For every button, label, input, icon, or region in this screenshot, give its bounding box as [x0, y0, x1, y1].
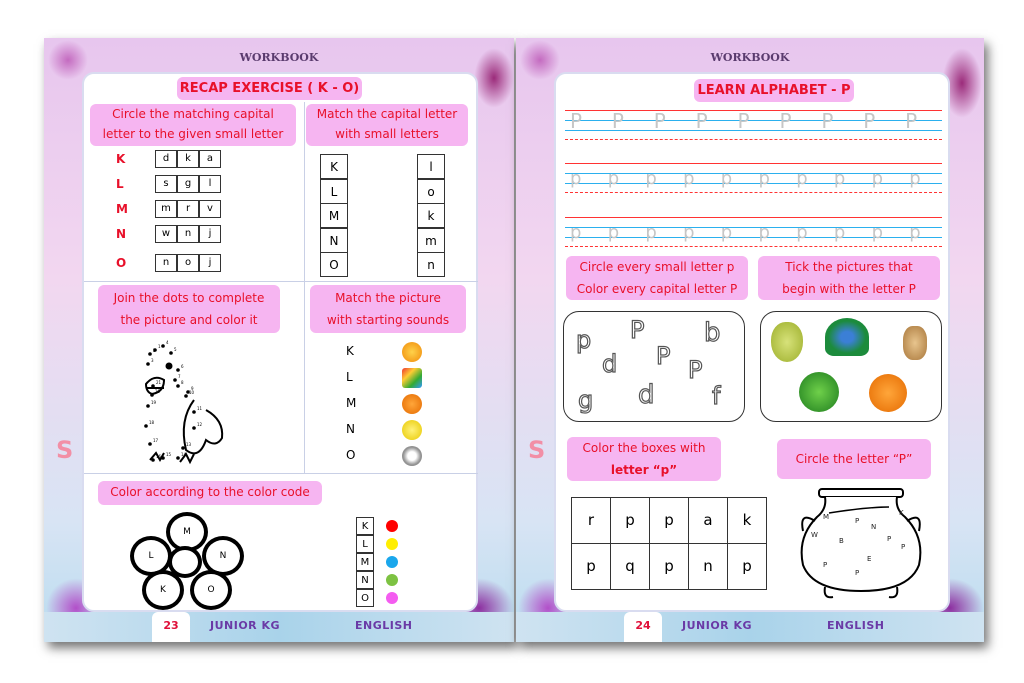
tracing-letter[interactable]: p: [909, 168, 921, 189]
instruction-line: Match the capital letter: [316, 107, 458, 121]
pot-letter: P: [901, 543, 906, 551]
dot-number: 10: [189, 390, 195, 395]
tracing-letter[interactable]: p: [833, 222, 846, 243]
sound-letter: M: [346, 396, 357, 410]
pot-letter: E: [867, 555, 872, 563]
color-code-letter: N: [356, 571, 374, 589]
instruction-line: Match the picture: [335, 291, 441, 305]
tracing-letter[interactable]: P: [611, 109, 624, 133]
instruction-circle-letter-p: Circle the letter “P”: [777, 439, 931, 479]
instruction-line: with small letters: [335, 127, 439, 141]
tracing-letter[interactable]: P: [905, 109, 918, 133]
subject-label: ENGLISH: [827, 619, 885, 632]
capital-box[interactable]: K: [320, 154, 348, 179]
letter-option-box[interactable]: m: [155, 200, 177, 218]
grade-label: JUNIOR KG: [210, 619, 281, 632]
capital-box[interactable]: M: [320, 203, 348, 228]
dot: [192, 410, 196, 414]
tracing-letter[interactable]: P: [737, 109, 750, 133]
tracing-letter[interactable]: p: [570, 168, 582, 189]
letter-grid-cell[interactable]: p: [571, 543, 611, 590]
tracing-letter[interactable]: p: [683, 222, 695, 243]
instruction-line: with starting sounds: [326, 313, 450, 327]
peacock-picture[interactable]: [825, 318, 869, 356]
dot-number: 17: [153, 438, 159, 443]
blue-guide-line: [565, 183, 942, 184]
letter-option-box[interactable]: w: [155, 225, 177, 243]
dot-number: 13: [186, 442, 192, 447]
outlined-letter[interactable]: P: [630, 316, 645, 344]
instruction-match-letters: [306, 104, 468, 146]
capital-letter: O: [116, 256, 127, 270]
tracing-letter[interactable]: p: [683, 168, 695, 189]
dot-number: 14: [181, 452, 187, 457]
tracing-letter[interactable]: p: [720, 222, 733, 243]
letter-grid-cell[interactable]: n: [688, 543, 728, 590]
frog-picture[interactable]: [799, 372, 839, 412]
instruction-match-picture: [310, 285, 466, 333]
instruction-line: Color the boxes with: [582, 441, 706, 455]
instruction-circle-capital: [90, 104, 296, 146]
capital-letter: L: [116, 177, 124, 191]
small-letter-box[interactable]: l: [417, 154, 445, 179]
letter-option-box[interactable]: s: [155, 175, 177, 193]
instruction-color-code: Color according to the color code: [98, 481, 322, 505]
mango-picture: [402, 342, 422, 362]
pot-letter: P: [887, 535, 892, 543]
tracing-letter[interactable]: P: [863, 109, 876, 133]
page-footer: [44, 612, 514, 642]
color-code-letter: O: [356, 589, 374, 607]
petal-K: K: [142, 570, 184, 610]
instruction-line: begin with the letter P: [782, 282, 916, 296]
instruction-color-boxes: [567, 437, 721, 481]
letter-grid-cell[interactable]: a: [688, 497, 728, 544]
outlined-letter[interactable]: P: [656, 342, 671, 370]
letter-grid-cell[interactable]: k: [727, 497, 767, 544]
left-page-23: [44, 38, 514, 642]
pot-letter: K: [899, 509, 904, 517]
dot-number: 21: [156, 380, 162, 385]
dot: [161, 344, 165, 348]
dot: [173, 378, 177, 382]
orange-picture: [402, 394, 422, 414]
outlined-letter[interactable]: b: [704, 318, 721, 348]
tracing-letter[interactable]: p: [833, 168, 846, 189]
dot: [169, 351, 173, 355]
red-dashed-line: [565, 246, 942, 247]
dot: [151, 384, 155, 388]
dot-number: 3: [151, 358, 154, 363]
pot-letter: B: [839, 537, 844, 545]
capital-box[interactable]: O: [320, 252, 348, 277]
dot: [146, 404, 150, 408]
tracing-letter[interactable]: p: [758, 168, 770, 189]
tracing-letter[interactable]: p: [607, 168, 620, 189]
dot-number: 20: [155, 389, 161, 394]
pot-letter: M: [823, 513, 830, 521]
kite-picture: [402, 368, 422, 388]
petal-M: M: [166, 512, 208, 552]
tracing-letter[interactable]: P: [653, 109, 666, 133]
instruction-line: Join the dots to complete: [113, 291, 265, 305]
outlined-letter[interactable]: f: [712, 382, 721, 410]
pot-letter: P: [855, 517, 860, 525]
dot-number: 16: [156, 454, 162, 459]
letter-option-box[interactable]: a: [199, 150, 221, 168]
pot-letter: N: [871, 523, 877, 531]
dot-number: 12: [197, 422, 203, 427]
color-code-letter: K: [356, 517, 374, 535]
color-code-letter: L: [356, 535, 374, 553]
tracing-letter[interactable]: P: [779, 109, 792, 133]
dot: [181, 446, 185, 450]
sound-letter: N: [346, 422, 355, 436]
blue-guide-line: [565, 237, 942, 238]
tracing-letter[interactable]: p: [645, 168, 657, 189]
workbook-header: WORKBOOK: [710, 51, 790, 64]
tracing-letter[interactable]: p: [645, 222, 657, 243]
orange-picture[interactable]: [869, 374, 907, 412]
letter-option-box[interactable]: j: [199, 225, 221, 243]
color-dot: [386, 538, 398, 550]
page-title: LEARN ALPHABET - P: [694, 79, 854, 102]
page-number: 24: [624, 612, 662, 642]
letter-option-box[interactable]: j: [199, 254, 221, 272]
tracing-letter[interactable]: p: [796, 168, 808, 189]
outlined-letter[interactable]: d: [602, 350, 618, 378]
tracing-letter[interactable]: P: [821, 109, 834, 133]
pot-letter: W: [811, 531, 818, 539]
divider: [84, 281, 478, 282]
dot-number: 7: [178, 374, 181, 379]
outlined-letter[interactable]: g: [578, 386, 594, 414]
grade-label: JUNIOR KG: [682, 619, 753, 632]
instruction-line: letter “p”: [610, 463, 678, 477]
capital-letter: N: [116, 227, 127, 241]
dot: [151, 458, 155, 462]
dot-number: 1: [158, 344, 161, 349]
dot: [150, 393, 154, 397]
instruction-line: letter to the given small letter: [102, 127, 284, 141]
tracing-letter[interactable]: p: [720, 168, 733, 189]
worksheet-card: [554, 72, 950, 612]
dot: [148, 442, 152, 446]
letter-option-box[interactable]: r: [177, 200, 199, 218]
pot-illustration: [797, 487, 925, 605]
instruction-line: Color every capital letter P: [576, 282, 738, 296]
letter-s-decoration: S: [56, 436, 74, 464]
dot: [148, 352, 152, 356]
small-letter-box[interactable]: o: [417, 179, 445, 204]
instruction-line: Circle the matching capital: [112, 107, 274, 121]
dot-number: 5: [174, 347, 177, 352]
worksheet-card: [82, 72, 478, 612]
capital-letter: K: [116, 152, 126, 166]
petal-O: O: [190, 570, 232, 610]
dot-number: 4: [166, 340, 169, 345]
subject-label: ENGLISH: [355, 619, 413, 632]
letter-option-box[interactable]: l: [199, 175, 221, 193]
letter-grid-cell[interactable]: p: [649, 543, 689, 590]
sound-letter: K: [346, 344, 354, 358]
instruction-join-dots: [98, 285, 280, 333]
dot-number: 18: [149, 420, 155, 425]
dot-number: 9: [191, 386, 194, 391]
dot: [161, 456, 165, 460]
flower-center: [168, 546, 202, 578]
instruction-circle-p: [566, 256, 748, 300]
dot-to-dot-duck: [124, 340, 244, 470]
petal-L: L: [130, 536, 172, 576]
letter-option-box[interactable]: v: [199, 200, 221, 218]
color-dot: [386, 556, 398, 568]
sound-letter: O: [346, 448, 356, 462]
instruction-tick-pictures: [758, 256, 940, 300]
lemon-picture: [402, 420, 422, 440]
tracing-letter[interactable]: p: [871, 222, 884, 243]
pot-letter: P: [855, 569, 860, 577]
sound-letter: L: [346, 370, 353, 384]
color-dot: [386, 592, 398, 604]
tracing-letter[interactable]: p: [607, 222, 620, 243]
letter-grid-cell[interactable]: q: [610, 543, 650, 590]
nest-picture: [402, 446, 422, 466]
small-letter-box[interactable]: m: [417, 228, 445, 253]
pear-picture[interactable]: [771, 322, 803, 362]
dot: [146, 362, 150, 366]
tracing-letter[interactable]: p: [570, 222, 582, 243]
dot: [176, 384, 180, 388]
picture-box: [760, 311, 942, 422]
dot-number: 19: [151, 400, 157, 405]
red-guide-line: [565, 163, 942, 164]
blue-guide-line: [565, 173, 942, 174]
shell-picture[interactable]: [903, 326, 927, 360]
dot-number: 6: [181, 364, 184, 369]
dot: [184, 394, 188, 398]
capital-letter: M: [116, 202, 128, 216]
letter-option-box[interactable]: d: [155, 150, 177, 168]
petal-N: N: [202, 536, 244, 576]
red-dashed-line: [565, 192, 942, 193]
divider: [84, 473, 478, 474]
tracing-letter[interactable]: P: [570, 109, 583, 133]
letter-s-decoration: S: [528, 436, 546, 464]
capital-box[interactable]: L: [320, 179, 348, 204]
tracing-letter[interactable]: P: [695, 109, 708, 133]
blue-guide-line: [565, 227, 942, 228]
page-title: RECAP EXERCISE ( K - O): [177, 77, 362, 100]
letter-option-box[interactable]: n: [155, 254, 177, 272]
letter-grid-cell[interactable]: p: [610, 497, 650, 544]
letter-p-box: [563, 311, 745, 422]
tracing-letter[interactable]: p: [796, 222, 808, 243]
letter-grid-cell[interactable]: p: [649, 497, 689, 544]
letter-option-box[interactable]: o: [177, 254, 199, 272]
right-page-24: [516, 38, 984, 642]
color-dot: [386, 574, 398, 586]
divider: [304, 102, 305, 474]
letter-grid-cell[interactable]: r: [571, 497, 611, 544]
letter-option-box[interactable]: k: [177, 150, 199, 168]
outlined-letter[interactable]: p: [576, 326, 592, 354]
letter-grid-cell[interactable]: p: [727, 543, 767, 590]
tracing-letter[interactable]: p: [909, 222, 921, 243]
dot-number: 15: [166, 452, 172, 457]
outlined-letter[interactable]: P: [688, 356, 703, 384]
pot-letter: P: [823, 561, 828, 569]
workbook-header: WORKBOOK: [239, 51, 319, 64]
flower-coloring: [130, 512, 242, 608]
dot: [176, 456, 180, 460]
tracing-letter[interactable]: p: [871, 168, 884, 189]
small-letter-box[interactable]: n: [417, 252, 445, 277]
letter-option-box[interactable]: g: [177, 175, 199, 193]
outlined-letter[interactable]: d: [638, 380, 655, 410]
red-guide-line: [565, 217, 942, 218]
instruction-line: Circle every small letter p: [579, 260, 735, 274]
page-number: 23: [152, 612, 190, 642]
instruction-line: Tick the pictures that: [785, 260, 913, 274]
tracing-letter[interactable]: p: [758, 222, 770, 243]
dot: [176, 368, 180, 372]
dot: [144, 424, 148, 428]
dot-number: 2: [153, 348, 156, 353]
small-letter-box[interactable]: k: [417, 203, 445, 228]
letter-option-box[interactable]: n: [177, 225, 199, 243]
page-footer: [516, 612, 984, 642]
red-dashed-line: [565, 139, 942, 140]
instruction-line: the picture and color it: [120, 313, 258, 327]
dot: [192, 426, 196, 430]
capital-box[interactable]: N: [320, 228, 348, 253]
color-dot: [386, 520, 398, 532]
color-code-letter: M: [356, 553, 374, 571]
dot-number: 11: [197, 406, 203, 411]
dot-number: 8: [181, 380, 184, 385]
